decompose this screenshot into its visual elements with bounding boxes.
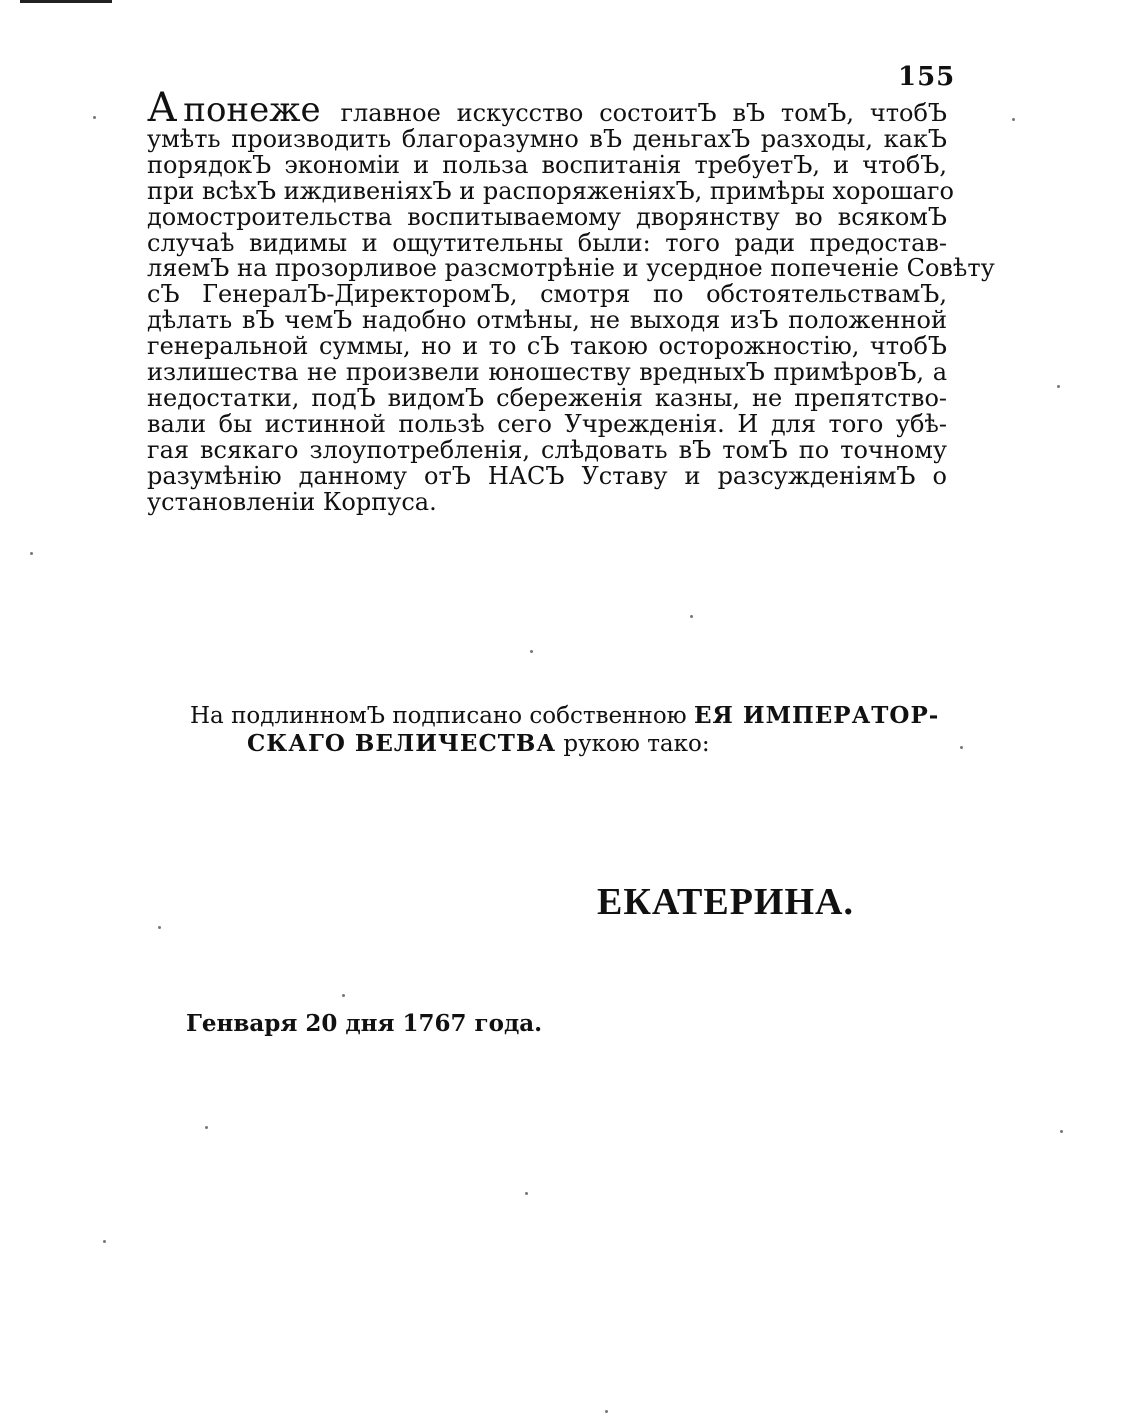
body-line: умѣть производить благоразумно вЪ деньгахЪ разходы, какЪ [147, 124, 947, 153]
body-line: случаѣ видимы и ощутительны были: того ради предостав- [147, 228, 947, 257]
body-line: ляемЪ на прозорливое разсмотрѣніе и усердное попеченіе Совѣту [147, 254, 995, 283]
print-speck [103, 1240, 106, 1243]
print-speck [690, 615, 693, 618]
first-word: понеже [183, 90, 321, 130]
print-speck [342, 994, 345, 997]
body-line: при всѣхЪ иждивеніяхЪ и распоряженіяхЪ, примѣры хорошаго [147, 176, 954, 205]
print-speck [530, 650, 533, 653]
body-line [147, 85, 947, 131]
body-line: гая всякаго злоупотребленія, слѣдовать вЪ томЪ по точному [147, 435, 947, 464]
body-line-text: главное искусство состоитЪ вЪ томЪ, чтобЪ [340, 99, 947, 127]
date-line: Генваря 20 дня 1767 года. [186, 1010, 543, 1037]
signature-prefix: На подлинномЪ подписано собственною [190, 703, 687, 729]
signature-line-2 [190, 730, 960, 758]
signature-suffix: рукою тако: [563, 731, 710, 757]
print-speck [960, 746, 963, 749]
print-speck [1060, 1130, 1063, 1133]
body-line: генеральной суммы, но и то сЪ такою осторожностію, чтобЪ [147, 332, 947, 361]
signature-caps-1: ЕЯ ИМПЕРАТОР- [694, 702, 940, 729]
body-line: порядокЪ экономіи и польза воспитанія требуетЪ, и чтобЪ, [147, 150, 947, 179]
body-line: излишества не произвели юношеству вредныхЪ примѣровЪ, а [147, 358, 947, 387]
body-line: вали бы истинной пользѣ сего Учрежденія. И для того убѣ- [147, 409, 947, 438]
page-number: 155 [898, 62, 956, 92]
body-paragraph [147, 85, 995, 516]
top-rule [20, 0, 112, 3]
body-line: недостатки, подЪ видомЪ сбереженія казны, не препятство- [147, 383, 947, 412]
monarch-signature: ЕКАТЕРИНА. [597, 881, 854, 923]
signature-line-1 [190, 703, 939, 729]
drop-cap: А [147, 85, 178, 131]
print-speck [605, 1410, 608, 1413]
print-speck [205, 1126, 208, 1129]
signature-caps-2: СКАГО ВЕЛИЧЕСТВА [247, 730, 557, 757]
print-speck [93, 116, 96, 119]
print-speck [30, 552, 33, 555]
body-line: разумѣнію данному отЪ НАСЪ Уставу и разсужденіямЪ о [147, 461, 947, 490]
body-line: сЪ ГенералЪ-ДиректоромЪ, смотря по обстоятельствамЪ, [147, 280, 947, 309]
body-line: установленіи Корпуса. [147, 487, 437, 516]
body-line: дѣлать вЪ чемЪ надобно отмѣны, не выходя изЪ положенной [147, 306, 947, 335]
print-speck [525, 1192, 528, 1195]
signature-note [190, 702, 960, 758]
body-line: домостроительства воспитываемому дворянству во всякомЪ [147, 202, 947, 231]
print-speck [158, 926, 161, 929]
print-speck [1057, 385, 1060, 388]
print-speck [1012, 118, 1015, 121]
